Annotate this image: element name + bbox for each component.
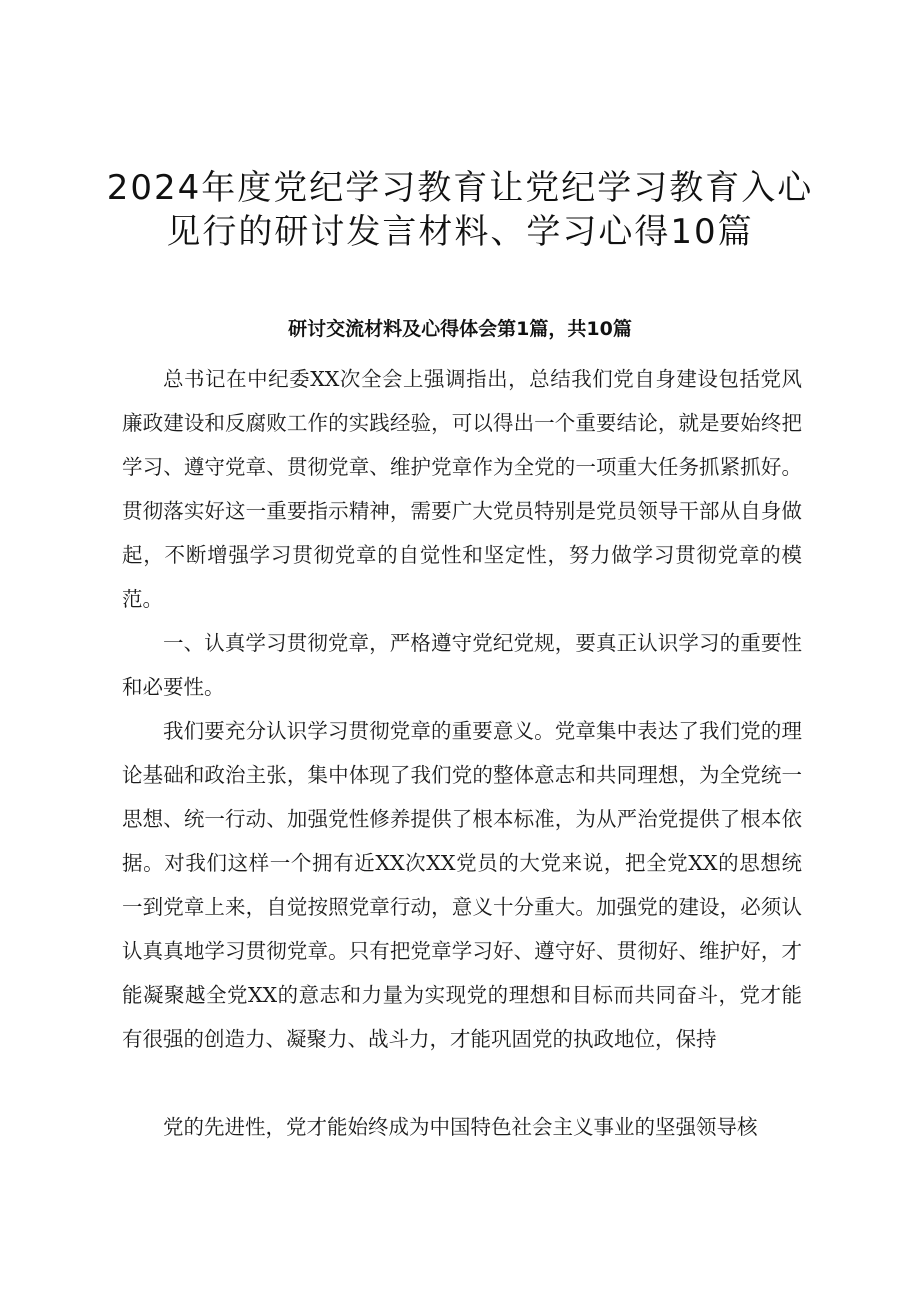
paragraph-significance: 我们要充分认识学习贯彻党章的重要意义。党章集中表达了我们党的理论基础和政治主张，集中体现了我们党的整体意志和共同理想，为全党统一思想、统一行动、加强党性修养提供了根本标准，为从严治党提供了根本依据。对我们这样一个拥有近XX次XX党员的大党来说，把全党XX的思想统一到党章上来，自觉按照党章行动，意义十分重大。加强党的建设，必须认认真真地学习贯彻党章。只有把党章学习好、遵守好、贯彻好、维护好，才能凝聚越全党XX的意志和力量为实现党的理想和目标而共同奋斗，党才能有很强的创造力、凝聚力、战斗力，才能巩固党的执政地位，保持 bbox=[122, 719, 802, 1051]
document-title-line-1: 2024年度党纪学习教育让党纪学习教育入心 bbox=[106, 168, 814, 208]
paragraph-heading-one: 一、认真学习贯彻党章，严格遵守党纪党规，要真正认识学习的重要性和必要性。 bbox=[122, 631, 802, 699]
document-title-line-2: 见行的研讨发言材料、学习心得10篇 bbox=[166, 212, 754, 252]
section-subtitle: 研讨交流材料及心得体会第1篇，共10篇 bbox=[288, 318, 632, 340]
paragraph-continuation: 党的先进性，党才能始终成为中国特色社会主义事业的坚强领导核 bbox=[163, 1115, 758, 1139]
paragraph-intro: 总书记在中纪委XX次全会上强调指出，总结我们党自身建设包括党风廉政建设和反腐败工作的实践经验，可以得出一个重要结论，就是要始终把学习、遵守党章、贯彻党章、维护党章作为全党的一项重大任务抓紧抓好。贯彻落实好这一重要指示精神，需要广大党员特别是党员领导干部从自身做起，不断增强学习贯彻党章的自觉性和坚定性，努力做学习贯彻党章的模范。 bbox=[122, 367, 802, 611]
